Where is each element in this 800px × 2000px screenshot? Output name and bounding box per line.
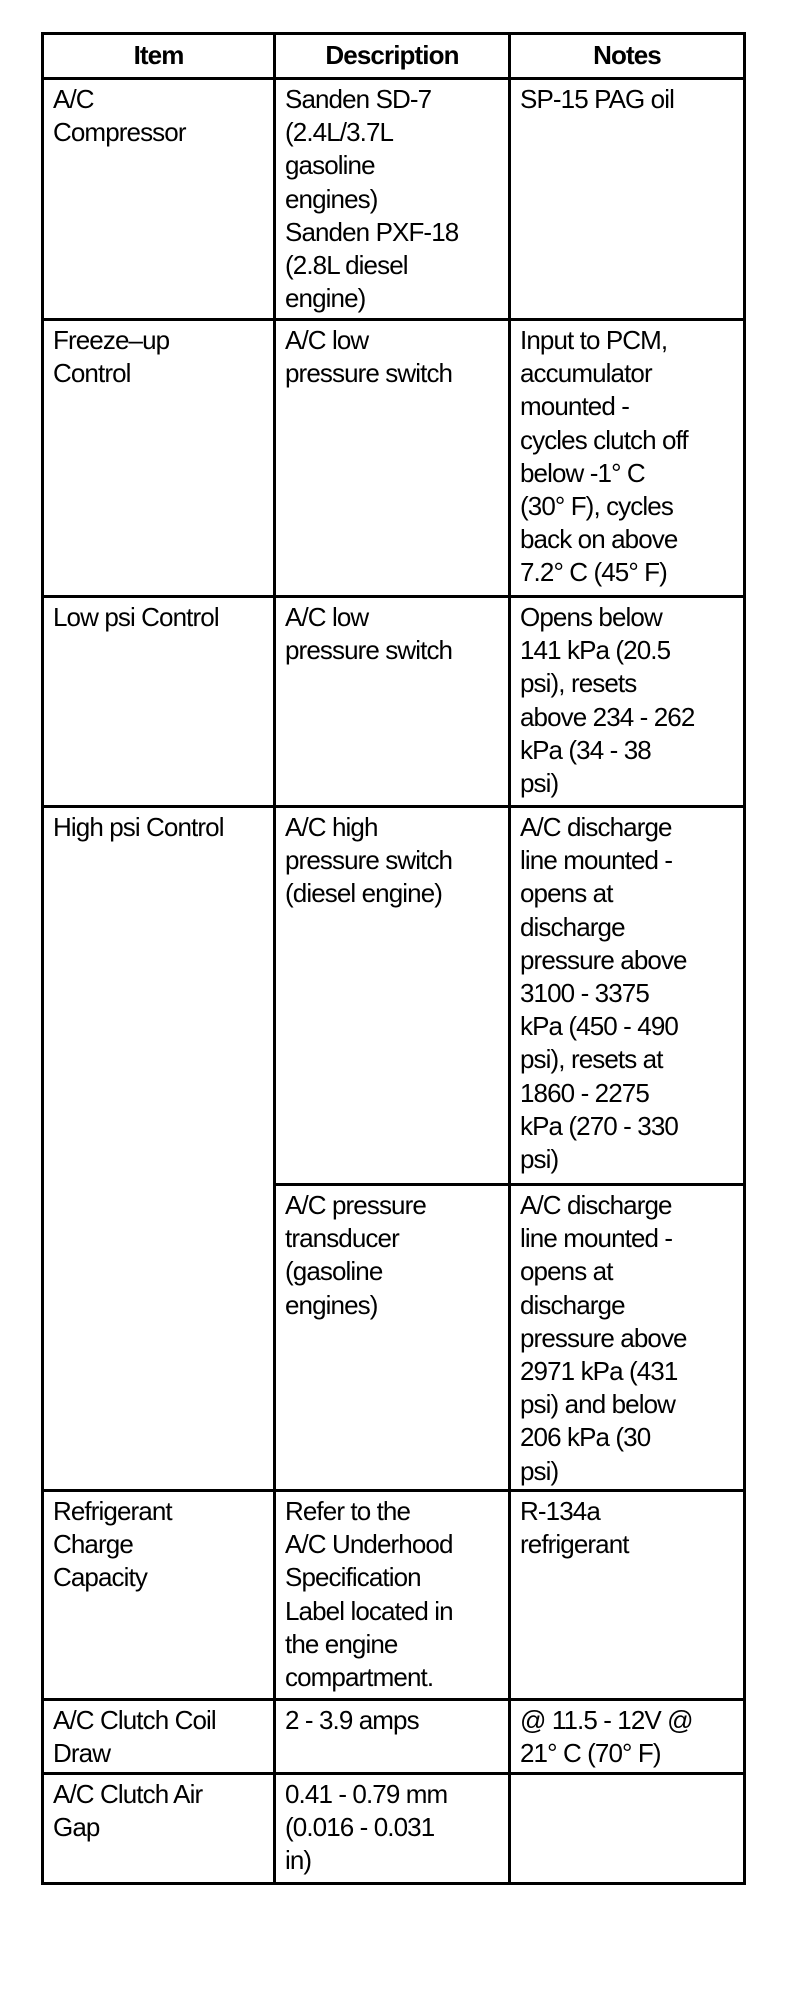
table-row bbox=[43, 807, 745, 1185]
header-notes: Notes bbox=[510, 34, 745, 79]
table-row bbox=[43, 1491, 745, 1700]
description-cell: A/C high pressure switch (diesel engine) bbox=[275, 807, 510, 1185]
description-cell: 0.41 - 0.79 mm (0.016 - 0.031 in) bbox=[275, 1774, 510, 1884]
table-row bbox=[43, 1700, 745, 1774]
specifications-table bbox=[41, 32, 746, 1885]
description-cell: Refer to the A/C Underhood Specification Label located in the engine compartment. bbox=[275, 1491, 510, 1700]
item-cell: High psi Control bbox=[43, 807, 275, 1491]
table-header-row bbox=[43, 34, 745, 79]
table-row bbox=[43, 320, 745, 597]
item-cell: Freeze–up Control bbox=[43, 320, 275, 597]
description-cell: Sanden SD-7 (2.4L/3.7L gasoline engines) Sanden PXF-18 (2.8L diesel engine) bbox=[275, 79, 510, 320]
item-cell: Low psi Control bbox=[43, 597, 275, 807]
notes-cell: Input to PCM, accumulator mounted - cycles clutch off below -1° C (30° F), cycles back on above 7.2° C (45° F) bbox=[510, 320, 745, 597]
description-cell: A/C low pressure switch bbox=[275, 597, 510, 807]
notes-cell: Opens below 141 kPa (20.5 psi), resets above 234 - 262 kPa (34 - 38 psi) bbox=[510, 597, 745, 807]
header-item: Item bbox=[43, 34, 275, 79]
table-row bbox=[43, 1774, 745, 1884]
notes-cell: @ 11.5 - 12V @ 21° C (70° F) bbox=[510, 1700, 745, 1774]
item-cell: A/C Clutch Coil Draw bbox=[43, 1700, 275, 1774]
notes-cell: A/C discharge line mounted - opens at discharge pressure above 2971 kPa (431 psi) and below 206 kPa (30 psi) bbox=[510, 1185, 745, 1491]
description-cell: A/C low pressure switch bbox=[275, 320, 510, 597]
item-cell: Refrigerant Charge Capacity bbox=[43, 1491, 275, 1700]
table-row bbox=[43, 79, 745, 320]
description-cell: A/C pressure transducer (gasoline engines) bbox=[275, 1185, 510, 1491]
header-description: Description bbox=[275, 34, 510, 79]
description-cell: 2 - 3.9 amps bbox=[275, 1700, 510, 1774]
notes-cell: A/C discharge line mounted - opens at discharge pressure above 3100 - 3375 kPa (450 - 490 psi), resets at 1860 - 2275 kPa (270 - 330 psi) bbox=[510, 807, 745, 1185]
notes-cell bbox=[510, 1774, 745, 1884]
table-row bbox=[43, 597, 745, 807]
item-cell: A/C Clutch Air Gap bbox=[43, 1774, 275, 1884]
notes-cell: R-134a refrigerant bbox=[510, 1491, 745, 1700]
notes-cell: SP-15 PAG oil bbox=[510, 79, 745, 320]
item-cell: A/C Compressor bbox=[43, 79, 275, 320]
